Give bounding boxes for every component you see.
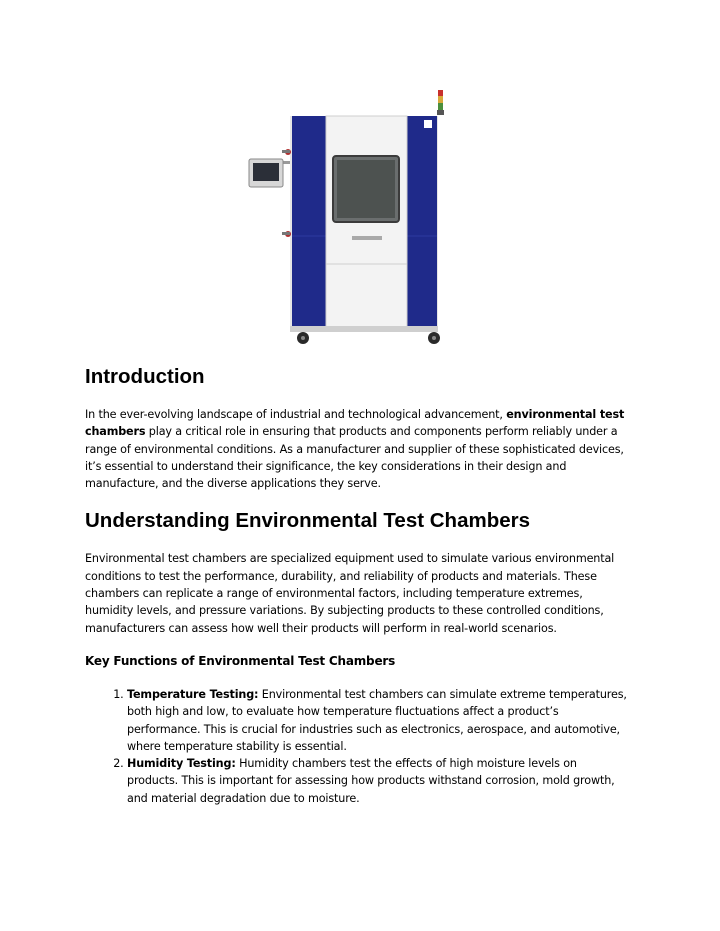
intro-text-end: play a critical role in ensuring that products and components perform reliably under a range of environmental conditions. As a manufacturer and supplier of these sophisticated devices, it’s essential to understand their significance, the key considerations in their design and manufacture, and the diverse applications they serve. xyxy=(85,425,624,491)
introduction-paragraph xyxy=(85,406,630,492)
test-chamber-illustration xyxy=(246,88,452,348)
key-functions-heading: Key Functions of Environmental Test Chambers xyxy=(85,653,396,668)
list-item-text: Environmental test chambers can simulate extreme temperatures, both high and low, to evaluate how temperature fluctuations affect a product’s performance. This is crucial for industries such as electronics, aerospace, and automotive, where temperature stability is essential. xyxy=(127,687,627,753)
key-functions-list xyxy=(85,686,630,807)
list-item xyxy=(127,686,630,755)
list-item xyxy=(127,755,630,807)
document-body xyxy=(85,364,630,807)
introduction-heading: Introduction xyxy=(85,365,205,388)
test-chamber-image xyxy=(246,88,452,348)
intro-text-start: In the ever-evolving landscape of industrial and technological advancement, xyxy=(85,408,507,421)
list-item-text: Humidity chambers test the effects of high moisture levels on products. This is important for assessing how products withstand corrosion, mold growth, and material degradation due to moisture. xyxy=(127,757,615,805)
intro-text-bold: environmental test chambers xyxy=(85,408,625,439)
understanding-paragraph: Environmental test chambers are specialized equipment used to simulate various environmental conditions to test the performance, durability, and reliability of products and materials. These chambers can replicate a range of environmental factors, including temperature extremes, humidity levels, and pressure variations. By subjecting products to these controlled conditions, manufacturers can assess how well their products will perform in real-world scenarios. xyxy=(85,552,615,635)
list-item-title: Temperature Testing: xyxy=(127,687,259,701)
list-item-title: Humidity Testing: xyxy=(127,757,236,771)
understanding-heading: Understanding Environmental Test Chambers xyxy=(85,509,531,533)
